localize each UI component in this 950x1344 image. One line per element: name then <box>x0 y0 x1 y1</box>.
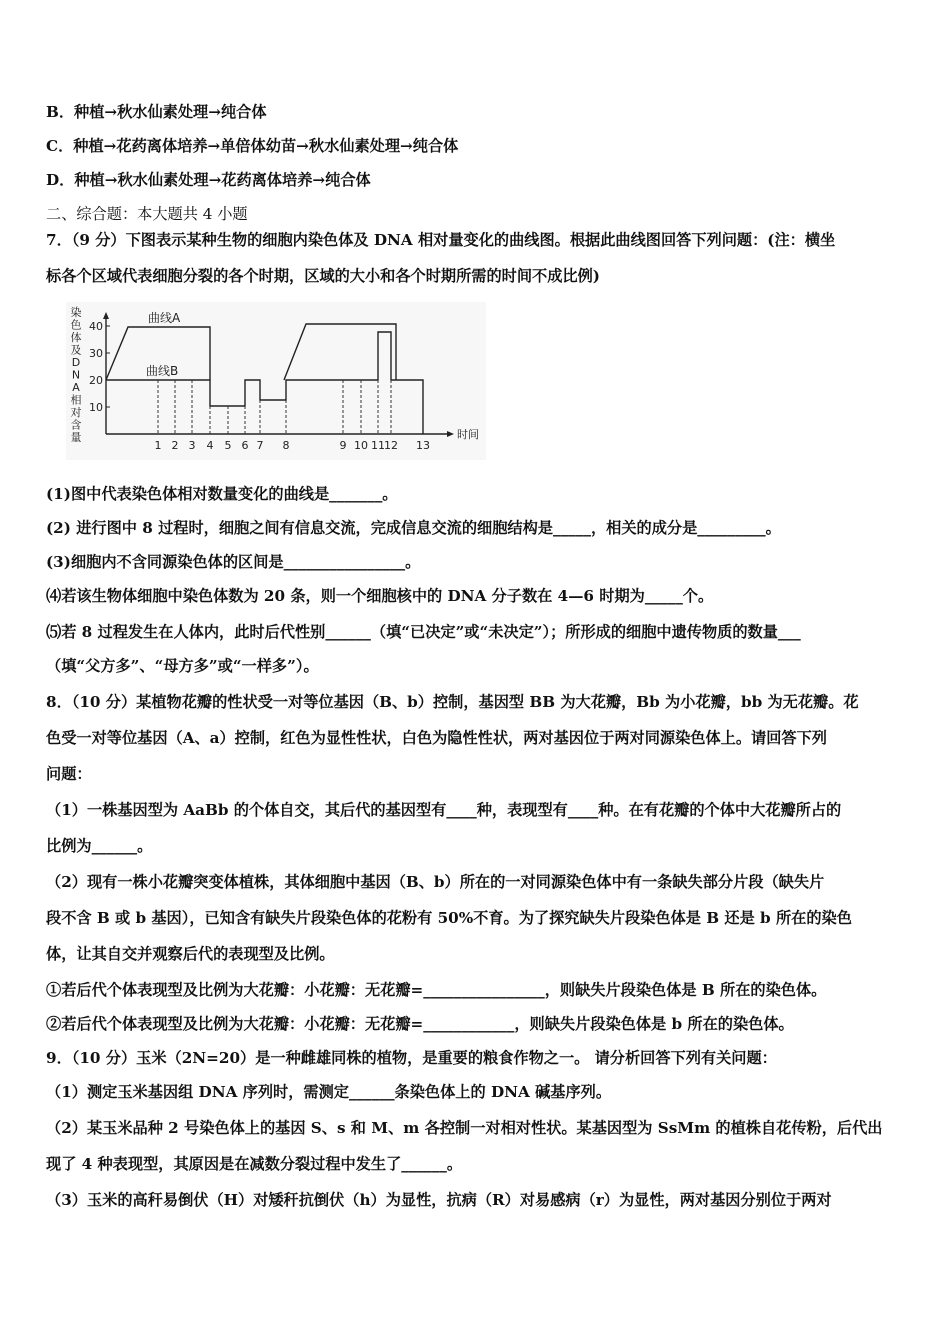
q9-part2-line2: 现了 4 种表现型，其原因是在减数分裂过程中发生了______。 <box>46 1155 463 1173</box>
section-heading: 二、综合题：本大题共 4 小题 <box>46 205 248 223</box>
q7-sub3: (3)细胞内不含同源染色体的区间是________________。 <box>46 553 421 571</box>
option-d: D．种植→秋水仙素处理→花药离体培养→纯合体 <box>46 171 371 189</box>
x-tick-label: 12 <box>384 439 398 452</box>
curve-a-label: 曲线A <box>148 311 181 325</box>
chromosome-dna-chart <box>66 302 486 460</box>
q9-part2-line1: （2）某玉米品种 2 号染色体上的基因 S、s 和 M、m 各控制一对相对性状。某基因型为 SsMm 的植株自花传粉，后代出 <box>46 1119 883 1137</box>
q8-part2-line1: （2）现有一株小花瓣突变体植株，其体细胞中基因（B、b）所在的一对同源染色体中有一条缺失部分片段（缺失片 <box>46 873 825 891</box>
x-tick-label: 1 <box>154 439 162 452</box>
q7-sub2: (2) 进行图中 8 过程时，细胞之间有信息交流，完成信息交流的细胞结构是_____，相关的成分是_________。 <box>46 519 781 537</box>
y-axis-label-char: 色 <box>70 318 82 332</box>
x-tick-label: 7 <box>256 439 264 452</box>
y-axis-label-char: D <box>71 356 81 369</box>
y-axis-label-char: N <box>71 368 81 382</box>
x-axis-label: 时间 <box>457 428 479 441</box>
y-axis-label-char: 含 <box>70 418 82 432</box>
option-b: B．种植→秋水仙素处理→纯合体 <box>46 103 267 121</box>
q7-stem-line2: 标各个区域代表细胞分裂的各个时期，区域的大小和各个时期所需的时间不成比例) <box>46 267 600 285</box>
q7-sub5-line2: （填“父方多”、“母方多”或“一样多”）。 <box>46 657 319 675</box>
q8-part2-line3: 体，让其自交并观察后代的表现型及比例。 <box>46 945 335 963</box>
q8-stem-line2: 色受一对等位基因（A、a）控制，红色为显性性状，白色为隐性性状，两对基因位于两对同源染色体上。请回答下列 <box>46 729 827 747</box>
y-axis-label-char: 染 <box>70 306 82 319</box>
y-axis-label-char: 相 <box>70 393 82 407</box>
y-axis-label <box>71 305 82 444</box>
q8-stem-line3: 问题： <box>46 765 92 783</box>
q7-sub4: ⑷若该生物体细胞中染色体数为 20 条，则一个细胞核中的 DNA 分子数在 4—6 时期为_____个。 <box>46 587 714 605</box>
q7-sub1: (1)图中代表染色体相对数量变化的曲线是_______。 <box>46 485 398 503</box>
q8-stem-line1: 8．（10 分）某植物花瓣的性状受一对等位基因（B、b）控制，基因型 BB 为大花瓣，Bb 为小花瓣，bb 为无花瓣。花 <box>46 693 859 711</box>
q8-part1-line2: 比例为______。 <box>46 837 153 855</box>
y-tick-label: 20 <box>89 374 103 387</box>
x-tick-label: 9 <box>339 439 347 452</box>
q9-stem: 9．（10 分）玉米（2N=20）是一种雌雄同株的植物，是重要的粮食作物之一。 请分析回答下列有关问题： <box>46 1049 777 1067</box>
y-tick-label: 30 <box>89 347 103 360</box>
x-tick-label: 8 <box>282 439 290 452</box>
y-axis-label-char: 对 <box>70 406 82 419</box>
x-tick-label: 10 <box>354 439 368 452</box>
x-tick-label: 13 <box>416 439 430 452</box>
q8-case1: ①若后代个体表现型及比例为大花瓣：小花瓣：无花瓣=________________，则缺失片段染色体是 B 所在的染色体。 <box>46 981 827 999</box>
x-tick-label: 4 <box>206 439 214 452</box>
q7-stem-line1: 7．（9 分）下图表示某种生物的细胞内染色体及 DNA 相对量变化的曲线图。根据此曲线图回答下列问题：(注：横坐 <box>46 231 836 249</box>
y-tick-label: 10 <box>89 401 103 414</box>
q8-part1-line1: （1）一株基因型为 AaBb 的个体自交，其后代的基因型有____种，表现型有____种。在有花瓣的个体中大花瓣所占的 <box>46 801 842 819</box>
q9-part1: （1）测定玉米基因组 DNA 序列时，需测定______条染色体上的 DNA 碱基序列。 <box>46 1083 612 1101</box>
y-axis-label-char: 体 <box>70 331 82 344</box>
y-axis-label-char: A <box>72 381 80 394</box>
x-tick-label: 3 <box>188 439 196 452</box>
x-tick-label: 11 <box>371 439 385 452</box>
y-axis-label-char: 量 <box>70 431 82 444</box>
q9-part3: （3）玉米的高秆易倒伏（H）对矮秆抗倒伏（h）为显性，抗病（R）对易感病（r）为显性，两对基因分别位于两对 <box>46 1191 832 1209</box>
x-tick-label: 6 <box>241 439 249 452</box>
q8-case2: ②若后代个体表现型及比例为大花瓣：小花瓣：无花瓣=____________，则缺失片段染色体是 b 所在的染色体。 <box>46 1015 794 1033</box>
y-axis-label-char: 及 <box>70 343 82 357</box>
q8-part2-line2: 段不含 B 或 b 基因），已知含有缺失片段染色体的花粉有 50%不育。为了探究缺失片段染色体是 B 还是 b 所在的染色 <box>46 909 852 927</box>
y-tick-label: 40 <box>89 320 103 333</box>
q7-sub5-line1: ⑸若 8 过程发生在人体内，此时后代性别______（填“已决定”或“未决定”）；所形成的细胞中遗传物质的数量___ <box>46 623 801 641</box>
curve-b-label: 曲线B <box>146 364 179 378</box>
option-c: C．种植→花药离体培养→单倍体幼苗→秋水仙素处理→纯合体 <box>46 137 459 155</box>
x-tick-label: 2 <box>171 439 179 452</box>
x-tick-label: 5 <box>224 439 232 452</box>
